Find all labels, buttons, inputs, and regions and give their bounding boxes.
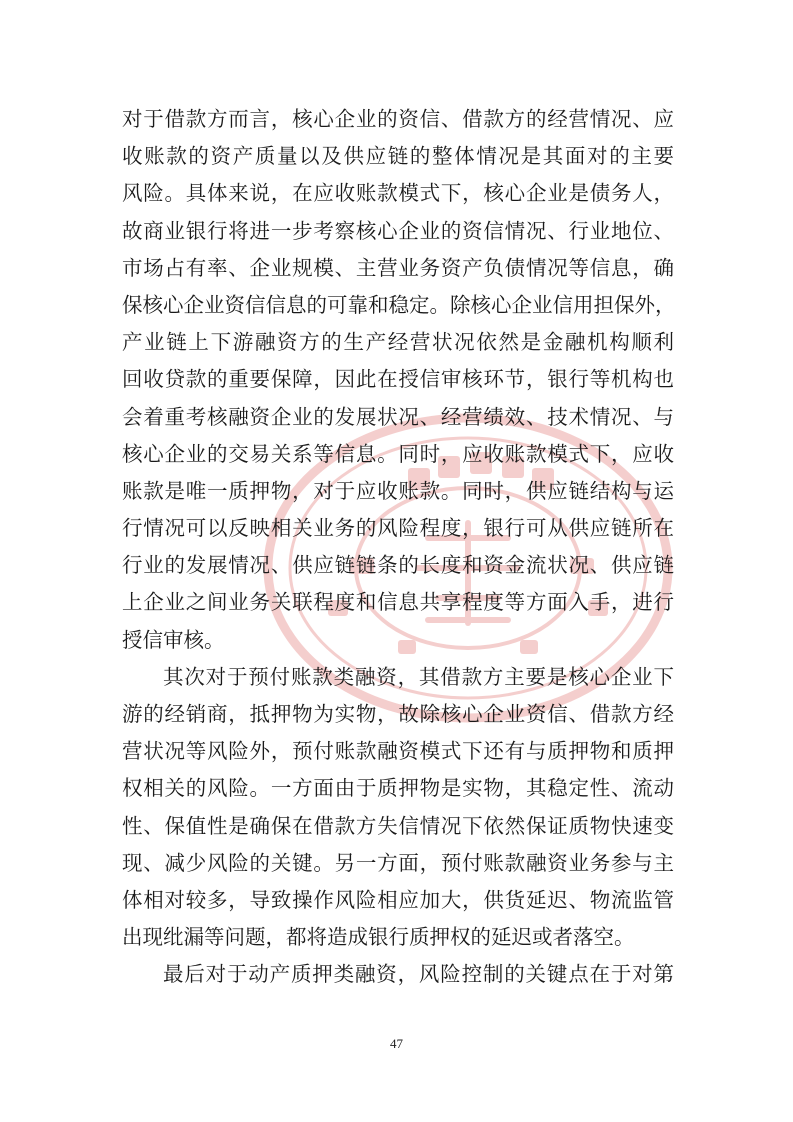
paragraph-line: 游的经销商，抵押物为实物，故除核心企业资信、借款方经 bbox=[122, 702, 674, 726]
paragraph-line: 风险。具体来说，在应收账款模式下，核心企业是债务人， bbox=[122, 181, 674, 206]
paragraph-line: 行业的发展情况、供应链链条的长度和资金流状况、供应链 bbox=[122, 553, 674, 578]
paragraph-line: 故商业银行将进一步考察核心企业的资信情况、行业地位、 bbox=[122, 218, 674, 243]
paragraph-line: 会着重考核融资企业的发展状况、经营绩效、技术情况、与 bbox=[122, 404, 674, 429]
paragraph-line: 核心企业的交易关系等信息。同时，应收账款模式下，应收 bbox=[122, 441, 674, 466]
paragraph-line: 性、保值性是确保在借款方失信情况下依然保证质物快速变 bbox=[122, 813, 674, 838]
paragraph-line: 行情况可以反映相关业务的风险程度，银行可从供应链所在 bbox=[122, 516, 674, 541]
paragraph-first-line: 最后对于动产质押类融资，风险控制的关键点在于对第 bbox=[163, 962, 674, 987]
paragraph-line: 上企业之间业务关联程度和信息共享程度等方面入手，进行 bbox=[122, 590, 674, 615]
paragraph-line: 收账款的资产质量以及供应链的整体情况是其面对的主要 bbox=[122, 144, 674, 169]
paragraph-line: 体相对较多，导致操作风险相应加大，供货延迟、物流监管 bbox=[122, 887, 674, 912]
paragraph-line: 对于借款方而言，核心企业的资信、借款方的经营情况、应 bbox=[122, 107, 674, 131]
paragraph-line: 出现纰漏等问题，都将造成银行质押权的延迟或者落空。 bbox=[122, 925, 635, 950]
paragraph-line: 现、减少风险的关键。另一方面，预付账款融资业务参与主 bbox=[122, 850, 674, 875]
paragraph-line: 市场占有率、企业规模、主营业务资产负债情况等信息，确 bbox=[122, 255, 674, 280]
paragraph-line: 账款是唯一质押物，对于应收账款。同时，供应链结构与运 bbox=[122, 478, 674, 503]
paragraph-line: 授信审核。 bbox=[122, 627, 225, 652]
paragraph-line: 保核心企业资信信息的可靠和稳定。除核心企业信用担保外， bbox=[122, 292, 676, 317]
page-number: 47 bbox=[390, 1036, 403, 1051]
paragraph-first-line: 其次对于预付账款类融资，其借款方主要是核心企业下 bbox=[163, 664, 674, 689]
body-text bbox=[122, 101, 674, 994]
paragraph-line: 营状况等风险外，预付账款融资模式下还有与质押物和质押 bbox=[122, 739, 674, 764]
paragraph-line: 权相关的风险。一方面由于质押物是实物，其稳定性、流动 bbox=[122, 776, 674, 801]
paragraph-line: 产业链上下游融资方的生产经营状况依然是金融机构顺利 bbox=[122, 330, 674, 355]
paragraph-line: 回收贷款的重要保障，因此在授信审核环节，银行等机构也 bbox=[122, 367, 674, 392]
